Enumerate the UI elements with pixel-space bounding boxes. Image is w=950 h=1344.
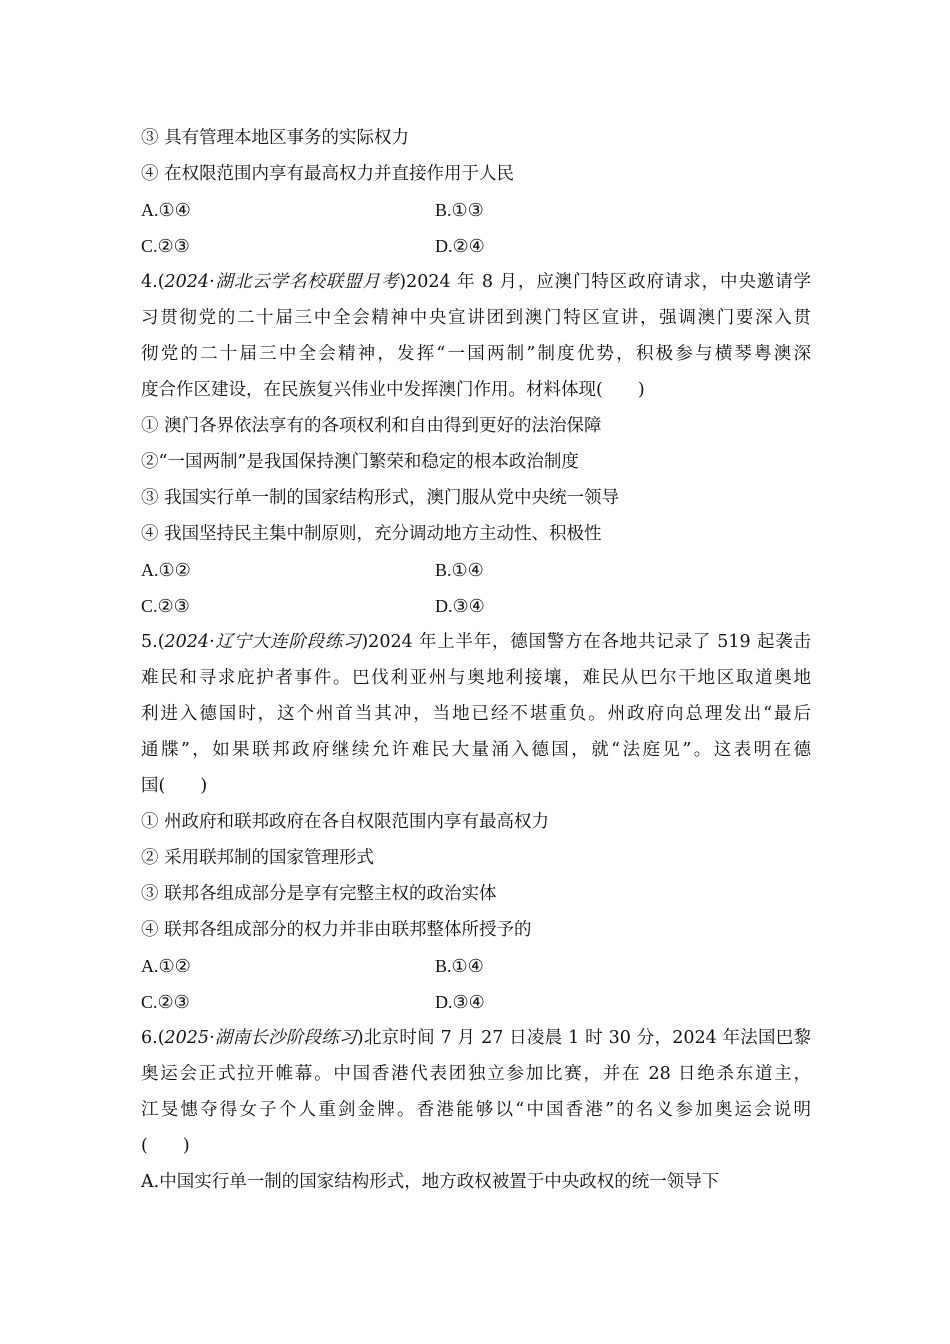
q3-option-d: D.②④ (435, 236, 485, 256)
q5-item-3: ③ 联邦各组成部分是享有完整主权的政治实体 (141, 884, 497, 904)
q3-options-row-2 (141, 228, 811, 264)
q5-option-b: B.①④ (435, 956, 484, 976)
q3-options-row-1 (141, 192, 811, 228)
q4-item-3: ③ 我国实行单一制的国家结构形式，澳门服从党中央统一领导 (141, 488, 620, 508)
q5-stem-line-3: 利进入德国时，这个州首当其冲，当地已经不堪重负。州政府向总理发出“最后 (141, 704, 811, 724)
q6-stem-line-3: 江旻憓夺得女子个人重剑金牌。香港能够以“中国香港”的名义参加奥运会说明 (141, 1100, 811, 1120)
q5-item-1: ① 州政府和联邦政府在各自权限范围内享有最高权力 (141, 812, 550, 832)
q3-option-a: A.①④ (141, 200, 191, 220)
q4-item-1: ① 澳门各界依法享有的各项权利和自由得到更好的法治保障 (141, 416, 602, 436)
q3-item-3: ③ 具有管理本地区事务的实际权力 (141, 128, 410, 148)
q3-option-b: B.①③ (435, 200, 484, 220)
q4-item-2: ②“一国两制”是我国保持澳门繁荣和稳定的根本政治制度 (141, 452, 579, 472)
q5-item-2: ② 采用联邦制的国家管理形式 (141, 848, 375, 868)
q5-stem-line-5: 国( ) (141, 776, 208, 796)
q6-source: 2025·湖南长沙阶段练习 (164, 1028, 357, 1048)
q5-stem-line-1 (141, 624, 811, 660)
q6-stem-text-1: )北京时间 7 月 27 日凌晨 1 时 30 分，2024 年法国巴黎 (356, 1028, 811, 1048)
q4-option-b: B.①④ (435, 560, 484, 580)
q4-stem-line-2: 习贯彻党的二十届三中全会精神中央宣讲团到澳门特区宣讲，强调澳门要深入贯 (141, 308, 811, 328)
q6-stem-line-2: 奥运会正式拉开帷幕。中国香港代表团独立参加比赛，并在 28 日绝杀东道主， (141, 1064, 811, 1084)
q5-options-row-2 (141, 984, 811, 1020)
q4-source: 2024·湖北云学名校联盟月考 (164, 272, 400, 292)
q4-stem-line-4: 度合作区建设，在民族复兴伟业中发挥澳门作用。材料体现( ) (141, 380, 645, 400)
q5-stem-line-4: 通牒”，如果联邦政府继续允许难民大量涌入德国，就“法庭见”。这表明在德 (141, 740, 811, 760)
q5-options-row-1 (141, 948, 811, 984)
document-page (141, 120, 811, 1200)
q4-stem-line-1 (141, 264, 811, 300)
q5-stem-text-1: )2024 年上半年，德国警方在各地共记录了 519 起袭击 (361, 632, 811, 652)
q4-number: 4.( (141, 272, 165, 292)
q5-option-a: A.①② (141, 956, 191, 976)
q6-number: 6.( (141, 1028, 165, 1048)
q5-item-4: ④ 联邦各组成部分的权力并非由联邦整体所授予的 (141, 920, 532, 940)
q6-stem-line-1 (141, 1020, 811, 1056)
q5-source: 2024·辽宁大连阶段练习 (164, 632, 362, 652)
q5-stem-line-2: 难民和寻求庇护者事件。巴伐利亚州与奥地利接壤，难民从巴尔干地区取道奥地 (141, 668, 811, 688)
q4-options-row-1 (141, 552, 811, 588)
q5-option-d: D.③④ (435, 992, 485, 1012)
q4-option-c: C.②③ (141, 596, 190, 616)
q4-options-row-2 (141, 588, 811, 624)
q4-stem-text-1: )2024 年 8 月，应澳门特区政府请求，中央邀请学 (399, 272, 811, 292)
q6-option-a: A.中国实行单一制的国家结构形式，地方政权被置于中央政权的统一领导下 (141, 1172, 720, 1192)
q4-option-a: A.①② (141, 560, 191, 580)
q5-number: 5.( (141, 632, 165, 652)
q5-option-c: C.②③ (141, 992, 190, 1012)
q3-item-4: ④ 在权限范围内享有最高权力并直接作用于人民 (141, 164, 515, 184)
q4-stem-line-3: 彻党的二十届三中全会精神，发挥“一国两制”制度优势，积极参与横琴粤澳深 (141, 344, 811, 364)
q6-stem-line-4: ( ) (141, 1136, 190, 1156)
q3-option-c: C.②③ (141, 236, 190, 256)
q4-item-4: ④ 我国坚持民主集中制原则，充分调动地方主动性、积极性 (141, 524, 602, 544)
q4-option-d: D.③④ (435, 596, 485, 616)
